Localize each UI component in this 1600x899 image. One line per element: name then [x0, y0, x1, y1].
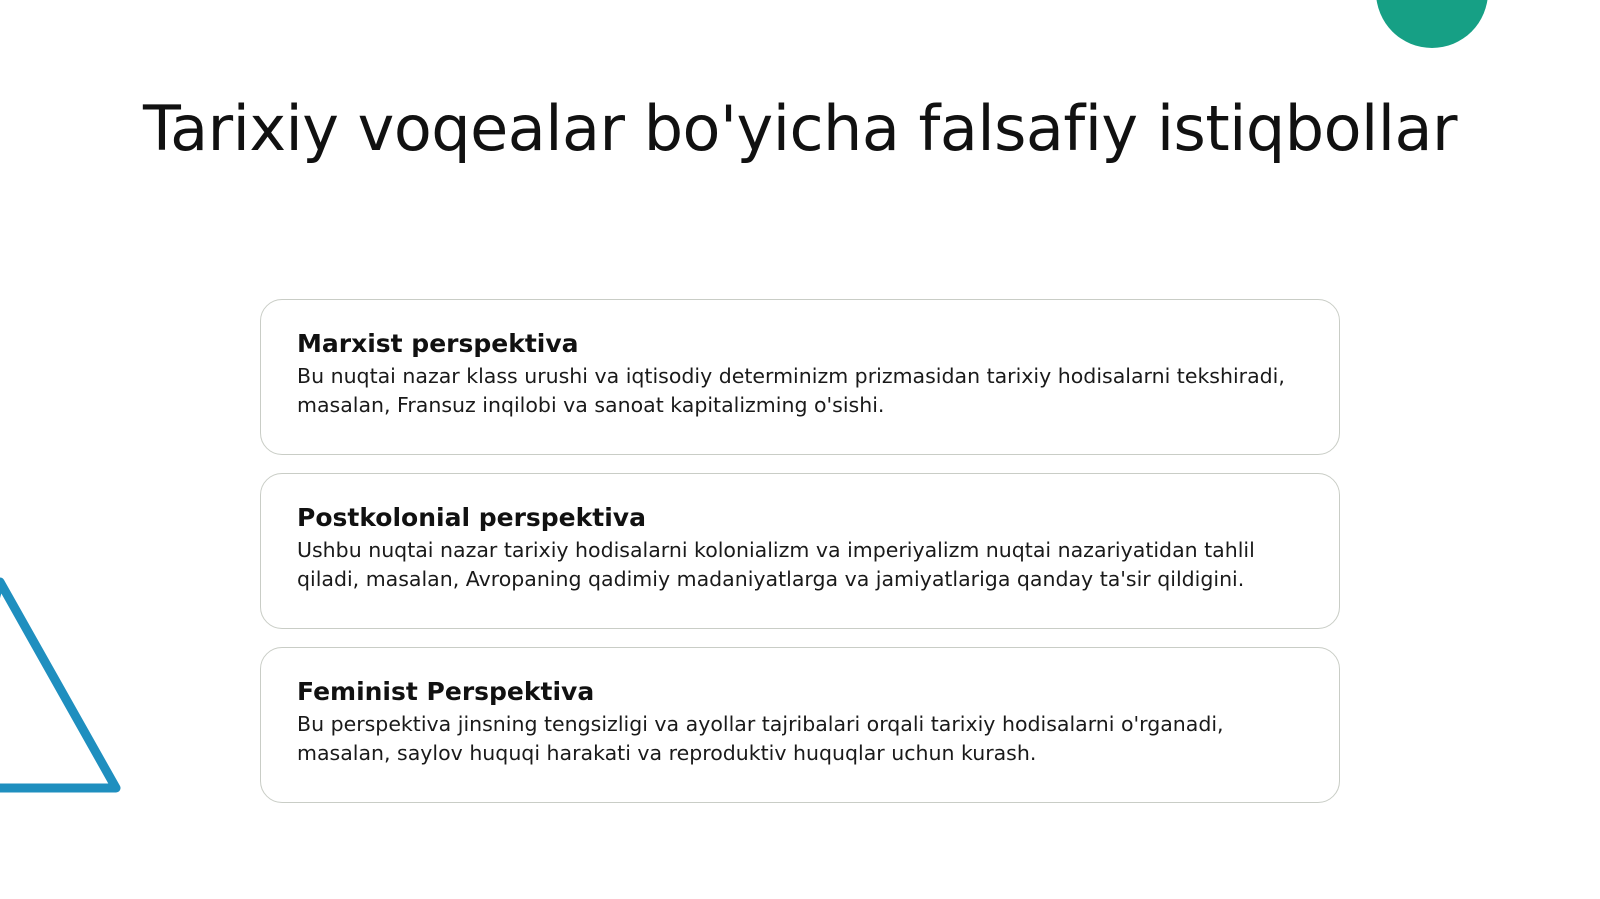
decorative-triangle: [0, 570, 140, 820]
slide-title: Tarixiy voqealar bo'yicha falsafiy istiqbollar: [143, 92, 1457, 165]
card-postcolonial: [260, 473, 1340, 629]
perspective-cards: [260, 299, 1340, 821]
card-text: Bu perspektiva jinsning tengsizligi va ayollar tajribalari orqali tarixiy hodisalarni o'rganadi, masalan, saylov huquqi harakati va reproduktiv huquqlar uchun kurash.: [297, 712, 1224, 765]
card-title: Marxist perspektiva: [297, 329, 579, 358]
decorative-circle: [1376, 0, 1488, 48]
card-text: Ushbu nuqtai nazar tarixiy hodisalarni kolonializm va imperiyalizm nuqtai nazariyatidan tahlil qiladi, masalan, Avropaning qadimiy madaniyatlarga va jamiyatlariga qanday ta'sir qildigini.: [297, 538, 1255, 591]
card-text: Bu nuqtai nazar klass urushi va iqtisodiy determinizm prizmasidan tarixiy hodisalarni tekshiradi, masalan, Fransuz inqilobi va sanoat kapitalizming o'sishi.: [297, 364, 1285, 417]
card-feminist: [260, 647, 1340, 803]
card-title: Feminist Perspektiva: [297, 677, 595, 706]
card-title: Postkolonial perspektiva: [297, 503, 646, 532]
card-marxist: [260, 299, 1340, 455]
